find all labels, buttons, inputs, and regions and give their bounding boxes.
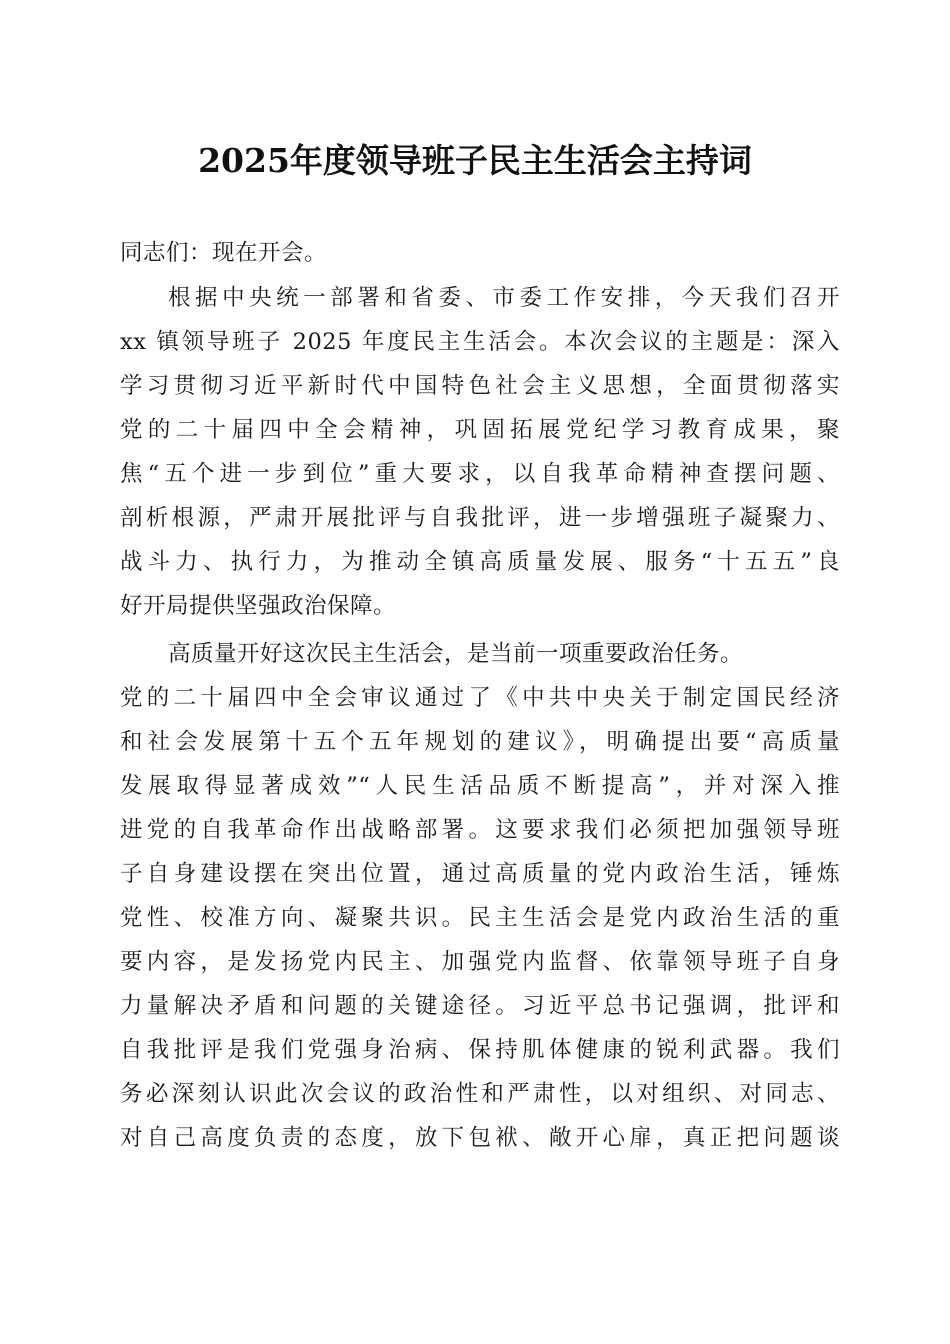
text-line: 战斗力、执行力，为推动全镇高质量发展、服务“十五五”良 (120, 549, 840, 575)
text-line: 自我批评是我们党强身治病、保持肌体健康的锐利武器。我们 (120, 1037, 840, 1063)
text-line: 党性、校准方向、凝聚共识。民主生活会是党内政治生活的重 (120, 905, 840, 931)
text-line: 党的二十届四中全会审议通过了《中共中央关于制定国民经济 (120, 685, 840, 711)
text-line: 学习贯彻习近平新时代中国特色社会主义思想，全面贯彻落实 (120, 373, 840, 399)
text-line: 对自己高度负责的态度，放下包袱、敞开心扉，真正把问题谈 (120, 1125, 840, 1151)
text-line: 高质量开好这次民主生活会，是当前一项重要政治任务。 (168, 641, 744, 667)
text-line: 务必深刻认识此次会议的政治性和严肃性，以对组织、对同志、 (120, 1081, 840, 1107)
text-line: 力量解决矛盾和问题的关键途径。习近平总书记强调，批评和 (120, 993, 840, 1019)
text-line: 要内容，是发扬党内民主、加强党内监督、依靠领导班子自身 (120, 949, 840, 975)
text-line: 进党的自我革命作出战略部署。这要求我们必须把加强领导班 (120, 817, 840, 843)
text-line: 同志们：现在开会。 (120, 240, 328, 266)
text-line: xx 镇领导班子 2025 年度民主生活会。本次会议的主题是：深入 (120, 329, 840, 355)
text-line: 焦“五个进一步到位”重大要求，以自我革命精神查摆问题、 (120, 461, 840, 487)
text-line: 子自身建设摆在突出位置，通过高质量的党内政治生活，锤炼 (120, 861, 840, 887)
text-line: 根据中央统一部署和省委、市委工作安排，今天我们召开 (168, 285, 840, 311)
text-line: 剖析根源，严肃开展批评与自我批评，进一步增强班子凝聚力、 (120, 505, 840, 531)
text-line: 党的二十届四中全会精神，巩固拓展党纪学习教育成果，聚 (120, 417, 840, 443)
text-line: 好开局提供坚强政治保障。 (120, 593, 397, 619)
text-line: 和社会发展第十五个五年规划的建议》，明确提出要“高质量 (120, 729, 840, 755)
document-title: 2025年度领导班子民主生活会主持词 (198, 141, 752, 180)
text-line: 发展取得显著成效”“人民生活品质不断提高”，并对深入推 (120, 773, 840, 799)
